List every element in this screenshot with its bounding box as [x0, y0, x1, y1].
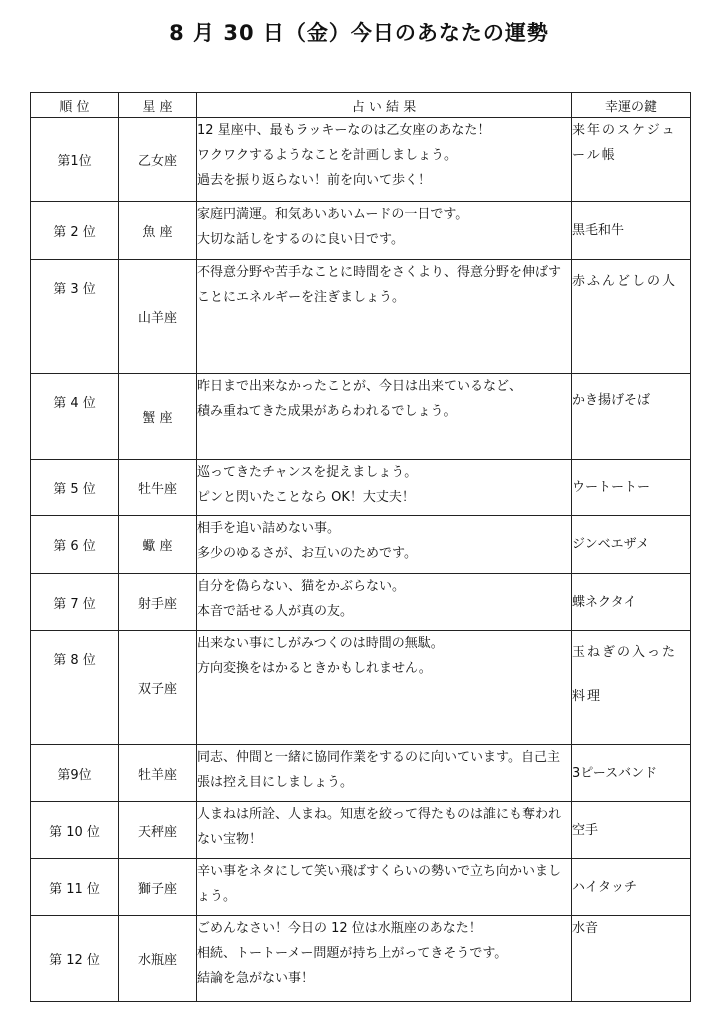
result-line: 相続、トートーメー問題が持ち上がってきそうです。: [197, 946, 508, 961]
sign-cell: 射手座: [119, 574, 197, 631]
lucky-key-cell: 玉ねぎの入った料理: [572, 631, 691, 745]
header-row: [31, 93, 691, 118]
result-line: 出来ない事にしがみつくのは時間の無駄。: [197, 636, 444, 651]
table-row: [31, 859, 691, 916]
result-cell: [197, 574, 572, 631]
result-line: 過去を振り返らない！前を向いて歩く！: [197, 173, 432, 188]
result-cell: [197, 118, 572, 202]
result-line: 同志、仲間と一緒に協同作業をするのに向いています。自己主張は控え目にしましょう。: [197, 750, 560, 790]
table-row: [31, 745, 691, 802]
sign-cell: 牡牛座: [119, 460, 197, 516]
result-line: ピンと閃いたことなら OK！大丈夫！: [197, 490, 415, 505]
table-row: [31, 118, 691, 202]
lucky-key-cell: ハイタッチ: [572, 859, 691, 916]
result-line: 積み重ねてきた成果があらわれるでしょう。: [197, 404, 457, 419]
rank-cell: 第 11 位: [31, 859, 119, 916]
result-line: 人まねは所詮、人まね。知恵を絞って得たものは誰にも奪われない宝物！: [197, 807, 562, 847]
rank-cell: 第 12 位: [31, 916, 119, 1002]
lucky-key-cell: 3ピースバンド: [572, 745, 691, 802]
sign-cell: 牡羊座: [119, 745, 197, 802]
header-sign: 星 座: [119, 93, 197, 118]
rank-cell: 第 7 位: [31, 574, 119, 631]
result-line: ごめんなさい！今日の 12 位は水瓶座のあなた！: [197, 921, 482, 936]
result-cell: [197, 516, 572, 574]
lucky-key-cell: 赤ふんどしの人: [572, 260, 691, 374]
rank-cell: 第 10 位: [31, 802, 119, 859]
table-row: [31, 916, 691, 1002]
rank-cell: 第 5 位: [31, 460, 119, 516]
page-title: 8 月 30 日（金）今日のあなたの運勢: [169, 21, 549, 45]
sign-cell: 獅子座: [119, 859, 197, 916]
sign-cell: 山羊座: [119, 260, 197, 374]
lucky-key-cell: 来年のスケジュール帳: [572, 118, 691, 202]
result-cell: [197, 374, 572, 460]
result-line: 結論を急がない事！: [197, 971, 315, 986]
sign-cell: 蟹 座: [119, 374, 197, 460]
sign-cell: 魚 座: [119, 202, 197, 260]
sign-cell: 水瓶座: [119, 916, 197, 1002]
result-cell: [197, 916, 572, 1002]
result-line: 多少のゆるさが、お互いのためです。: [197, 546, 417, 561]
table-row: [31, 260, 691, 374]
result-cell: [197, 631, 572, 745]
table-row: [31, 631, 691, 745]
lucky-key-cell: ジンベエザメ: [572, 516, 691, 574]
lucky-key-cell: 水音: [572, 916, 691, 1002]
table-row: [31, 802, 691, 859]
result-line: 自分を偽らない、猫をかぶらない。: [197, 579, 406, 594]
table-row: [31, 374, 691, 460]
sign-cell: 乙女座: [119, 118, 197, 202]
sign-cell: 蠍 座: [119, 516, 197, 574]
lucky-key-cell: かき揚げそば: [572, 374, 691, 460]
result-line: 本音で話せる人が真の友。: [197, 604, 354, 619]
fortune-table: [30, 92, 691, 1002]
rank-cell: 第 8 位: [31, 631, 119, 745]
lucky-key-cell: 黒毛和牛: [572, 202, 691, 260]
table-row: [31, 460, 691, 516]
sign-cell: 双子座: [119, 631, 197, 745]
table-row: [31, 574, 691, 631]
result-line: 昨日まで出来なかったことが、今日は出来ているなど、: [197, 379, 523, 394]
result-cell: [197, 802, 572, 859]
rank-cell: 第 6 位: [31, 516, 119, 574]
result-line: ワクワクするようなことを計画しましょう。: [197, 148, 458, 163]
result-line: 家庭円満運。和気あいあいムードの一日です。: [197, 207, 469, 222]
result-cell: [197, 460, 572, 516]
result-line: 巡ってきたチャンスを捉えましょう。: [197, 465, 418, 480]
result-line: 相手を追い詰めない事。: [197, 521, 341, 536]
rank-cell: 第1位: [31, 118, 119, 202]
header-key: 幸運の鍵: [572, 93, 691, 118]
result-cell: [197, 859, 572, 916]
table-row: [31, 202, 691, 260]
result-line: 辛い事をネタにして笑い飛ばすくらいの勢いで立ち向かいましょう。: [197, 864, 562, 904]
table-row: [31, 516, 691, 574]
lucky-key-cell: 空手: [572, 802, 691, 859]
result-line: 不得意分野や苦手なことに時間をさくより、得意分野を伸ばすことにエネルギーを注ぎましょう。: [197, 265, 562, 305]
lucky-key-cell: 蝶ネクタイ: [572, 574, 691, 631]
rank-cell: 第 4 位: [31, 374, 119, 460]
result-line: 12 星座中、最もラッキーなのは乙女座のあなた！: [197, 123, 491, 138]
header-result: 占 い 結 果: [197, 93, 572, 118]
sign-cell: 天秤座: [119, 802, 197, 859]
result-line: 大切な話しをするのに良い日です。: [197, 232, 404, 247]
rank-cell: 第9位: [31, 745, 119, 802]
rank-cell: 第 2 位: [31, 202, 119, 260]
result-cell: [197, 202, 572, 260]
result-cell: [197, 260, 572, 374]
result-cell: [197, 745, 572, 802]
result-line: 方向変換をはかるときかもしれません。: [197, 661, 432, 676]
rank-cell: 第 3 位: [31, 260, 119, 374]
lucky-key-cell: ウートートー: [572, 460, 691, 516]
header-rank: 順 位: [31, 93, 119, 118]
